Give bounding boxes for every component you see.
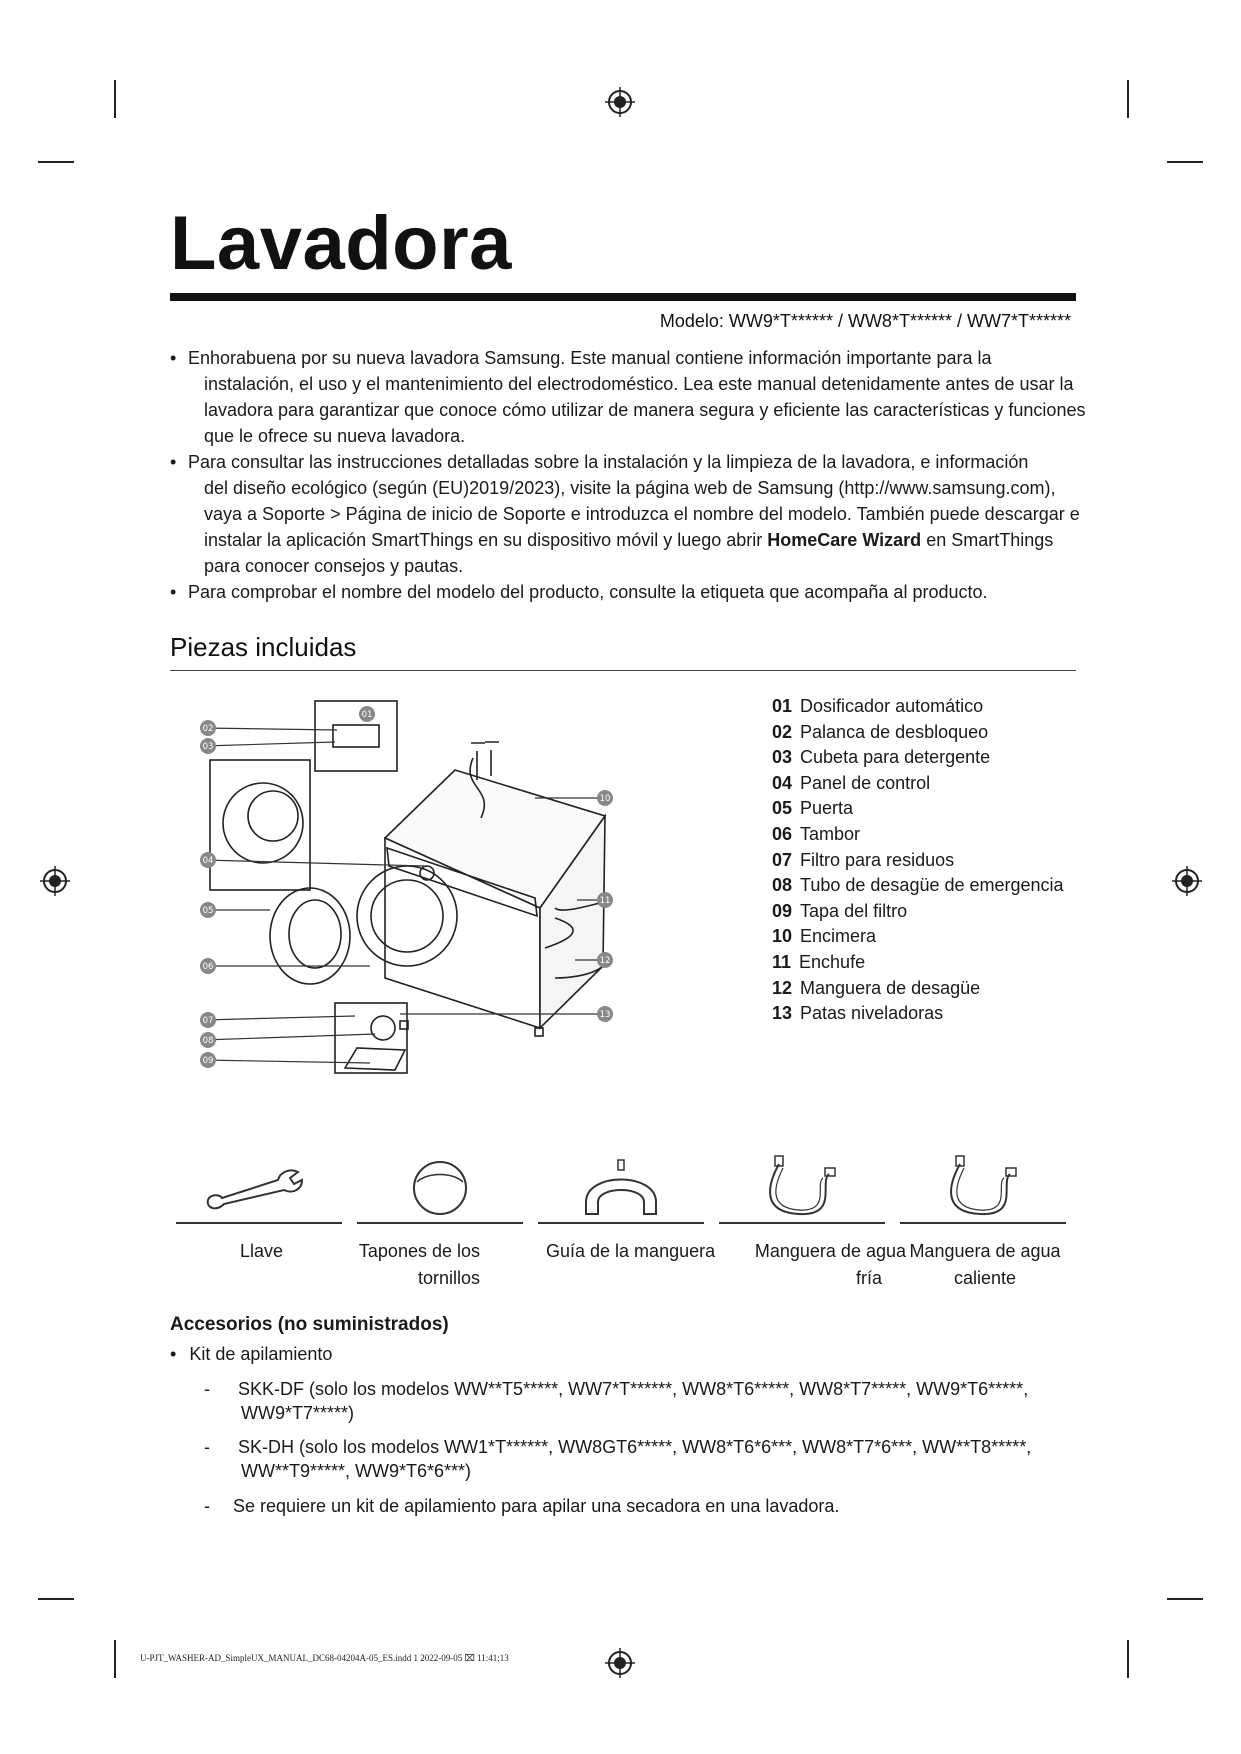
callout-13 xyxy=(597,1006,613,1022)
parts-list xyxy=(772,694,1064,1027)
stacking-option-text: WW9*T7*****) xyxy=(241,1403,355,1423)
callout-10 xyxy=(597,790,613,806)
accessory-hose-guide xyxy=(538,1152,704,1227)
accessory-rule xyxy=(176,1222,342,1224)
cold-hose-icon xyxy=(719,1152,885,1222)
hot-hose-icon xyxy=(900,1152,1066,1222)
accessory-bolt-caps xyxy=(357,1152,523,1227)
model-line: Modelo: WW9*T****** / WW8*T****** / WW7*T****** xyxy=(659,311,1071,331)
intro-text-part: en SmartThings para conocer consejos y pautas. xyxy=(204,530,1054,576)
intro-text: Enhorabuena por su nueva lavadora Samsung. Este manual contiene información importante para la xyxy=(188,348,992,368)
crop-mark xyxy=(1127,80,1129,118)
homecare-wizard-label: HomeCare Wizard xyxy=(767,530,922,550)
list-item: 01 Dosificador automático xyxy=(772,696,984,716)
svg-text:07: 07 xyxy=(202,1016,214,1026)
crop-mark xyxy=(38,1598,74,1600)
callout-04 xyxy=(200,852,216,868)
stacking-option-text: WW**T9*****, WW9*T6*6***) xyxy=(241,1461,472,1481)
registration-mark-icon xyxy=(1172,866,1202,896)
dash: - xyxy=(204,1496,210,1516)
list-item: 11 Enchufe xyxy=(772,951,866,972)
accessory-rule xyxy=(719,1222,885,1224)
accessory-wrench xyxy=(176,1152,342,1227)
svg-text:09: 09 xyxy=(202,1056,214,1066)
accessory-label: Tapones de los tornillos xyxy=(358,1241,480,1288)
stacking-kit-label: Kit de apilamiento xyxy=(189,1344,333,1364)
list-item: 05 Puerta xyxy=(772,798,854,819)
bullet: • xyxy=(170,348,177,368)
accessory-rule xyxy=(900,1222,1066,1224)
intro-text: Para consultar las instrucciones detalladas sobre la instalación y la limpieza de la lavadora, e información xyxy=(188,452,1029,472)
callout-05 xyxy=(200,902,216,918)
callout-01 xyxy=(359,706,375,722)
accessory-hot-hose xyxy=(900,1152,1066,1227)
intro-bullet xyxy=(170,345,1090,449)
crop-mark xyxy=(114,80,116,118)
registration-mark-icon xyxy=(605,1648,635,1678)
accessory-label: Manguera de agua fría xyxy=(754,1241,906,1288)
registration-mark-icon xyxy=(605,87,635,117)
callout-08 xyxy=(200,1032,216,1048)
svg-text:10: 10 xyxy=(599,794,611,804)
crop-mark xyxy=(1167,161,1203,163)
accessories-title: Accesorios (no suministrados) xyxy=(170,1314,449,1335)
crop-mark xyxy=(1127,1640,1129,1678)
stacking-option-text: SK-DH (solo los modelos WW1*T******, WW8GT6*****, WW8*T6*6***, WW8*T7*6***, WW**T8*****, xyxy=(238,1437,1032,1457)
callout-02 xyxy=(200,720,216,736)
bullet: • xyxy=(170,1344,177,1364)
crop-mark xyxy=(1167,1598,1203,1600)
accessory-rule xyxy=(538,1222,704,1224)
crop-mark xyxy=(114,1640,116,1678)
svg-text:01: 01 xyxy=(361,710,373,720)
svg-text:11: 11 xyxy=(599,896,611,906)
list-item: 07 Filtro para residuos xyxy=(772,849,955,870)
page-title: Lavadora xyxy=(170,201,512,286)
svg-text:12: 12 xyxy=(599,956,611,966)
svg-text:06: 06 xyxy=(202,962,214,972)
washer-diagram xyxy=(195,698,695,1118)
callout-07 xyxy=(200,1012,216,1028)
accessory-label: Guía de la manguera xyxy=(546,1241,716,1261)
accessory-rule xyxy=(357,1222,523,1224)
list-item: 02 Palanca de desbloqueo xyxy=(772,721,989,742)
hose-guide-icon xyxy=(538,1152,704,1222)
intro-text: Para comprobar el nombre del modelo del producto, consulte la etiqueta que acompaña al producto. xyxy=(188,582,988,602)
intro-bullet xyxy=(170,449,1090,579)
bullet: • xyxy=(170,452,177,472)
section-rule xyxy=(170,670,1076,671)
callout-03 xyxy=(200,738,216,754)
stacking-option-text: SKK-DF (solo los modelos WW**T5*****, WW7*T******, WW8*T6*****, WW8*T7*****, WW9*T6*****, xyxy=(238,1379,1029,1399)
bolt-cap-icon xyxy=(357,1152,523,1222)
list-item: 06 Tambor xyxy=(772,823,861,844)
callout-06 xyxy=(200,958,216,974)
dash: - xyxy=(204,1437,210,1457)
list-item: 04 Panel de control xyxy=(772,772,931,793)
svg-text:03: 03 xyxy=(202,742,214,752)
list-item: 10 Encimera xyxy=(772,926,877,947)
registration-mark-icon xyxy=(40,866,70,896)
intro-text-part: del diseño ecológico (según (EU)2019/2023), visite la página web de Samsung (http://www.samsung.com), vaya a Soporte > Página de inicio de Soporte e introduzca el nombre del modelo. También puede descargar e instalar la aplicación SmartThings en su dispositivo móvil y luego abrir xyxy=(204,478,1080,550)
dash: - xyxy=(204,1379,210,1399)
crop-mark xyxy=(38,161,74,163)
section-title: Piezas incluidas xyxy=(170,632,357,662)
list-item: 12 Manguera de desagüe xyxy=(772,977,981,998)
list-item: 08 Tubo de desagüe de emergencia xyxy=(772,875,1064,896)
title-rule xyxy=(170,293,1076,301)
bullet: • xyxy=(170,582,177,602)
accessory-label: Manguera de agua caliente xyxy=(909,1241,1061,1288)
svg-text:02: 02 xyxy=(202,724,214,734)
callout-12 xyxy=(597,952,613,968)
wrench-icon xyxy=(176,1152,342,1222)
list-item: 13 Patas niveladoras xyxy=(772,1003,944,1024)
intro-bullet xyxy=(170,579,1090,605)
intro-text xyxy=(170,475,1090,579)
svg-text:08: 08 xyxy=(202,1036,214,1046)
footer-slug: U-PJT_WASHER-AD_SimpleUX_MANUAL_DC68-04204A-05_ES.indd 1 2022-09-05 ⌧ 11:41:13 xyxy=(140,1653,509,1663)
accessory-cold-hose xyxy=(719,1152,885,1227)
svg-text:04: 04 xyxy=(202,856,214,866)
callout-09 xyxy=(200,1052,216,1068)
svg-text:13: 13 xyxy=(599,1010,611,1020)
svg-text:05: 05 xyxy=(202,906,214,916)
callout-11 xyxy=(597,892,613,908)
intro-text: instalación, el uso y el mantenimiento del electrodoméstico. Lea este manual detenidamente antes de usar la lavadora para garantizar que conoce cómo utilizar de manera segura y eficiente las características y funciones que le ofrece su nueva lavadora. xyxy=(204,374,1086,446)
list-item: 03 Cubeta para detergente xyxy=(772,747,991,768)
list-item: 09 Tapa del filtro xyxy=(772,900,908,921)
stacking-option-text: Se requiere un kit de apilamiento para apilar una secadora en una lavadora. xyxy=(233,1496,840,1516)
stacking-kit-item xyxy=(170,1342,332,1366)
accessory-label: Llave xyxy=(240,1241,284,1261)
